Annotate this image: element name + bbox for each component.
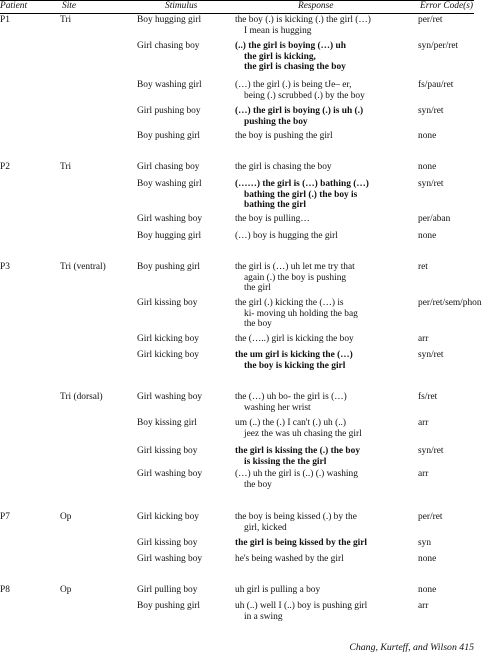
response-line: the boy is kicking the girl	[244, 360, 346, 371]
header-stimulus: Stimulus	[165, 1, 198, 11]
cell-response	[235, 585, 413, 596]
cell-response	[235, 231, 413, 242]
cell-response	[235, 418, 413, 439]
cell-stimulus: Boy pushing girl	[137, 131, 201, 141]
cell-error-codes: syn/ret	[418, 446, 444, 456]
response-line: the girl is kicking,	[244, 51, 316, 62]
response-line: the girl is chasing the boy	[235, 162, 332, 172]
response-line: bathing the girl (.) the boy is	[244, 189, 358, 200]
cell-site: Op	[60, 512, 72, 522]
cell-error-codes: syn/ret	[418, 350, 444, 360]
response-line: he's being washed by the girl	[235, 554, 344, 564]
response-line: the boy	[244, 479, 272, 490]
cell-site: Tri (ventral)	[60, 262, 106, 272]
cell-response	[235, 334, 413, 345]
cell-response	[235, 446, 413, 467]
response-line: again (.) the boy is pushing	[244, 272, 347, 283]
cell-error-codes: arr	[418, 418, 429, 428]
response-line: um (..) the (.) I can't (.) uh (..)	[235, 418, 347, 428]
response-line: I mean is hugging	[244, 25, 312, 36]
response-line: being (.) scrubbed (.) by the boy	[244, 90, 365, 101]
cell-response	[235, 469, 413, 490]
cell-stimulus: Girl pulling boy	[137, 585, 198, 595]
response-line: the girl (.) kicking the (…) is	[235, 298, 344, 308]
response-line: the boy is pulling…	[235, 214, 310, 224]
cell-response	[235, 179, 413, 211]
response-line: ki- moving uh holding the bag	[244, 308, 358, 319]
response-line: (…) the girl is boying (.) is uh (.)	[235, 106, 364, 116]
cell-stimulus: Boy washing girl	[137, 80, 202, 90]
cell-stimulus: Boy pushing girl	[137, 262, 201, 272]
response-line: (……) the girl is (…) bathing (…)	[235, 179, 369, 189]
cell-stimulus: Girl kissing boy	[137, 446, 198, 456]
response-line: the boy is pushing the girl	[235, 131, 333, 141]
cell-stimulus: Girl kicking boy	[137, 512, 199, 522]
cell-response	[235, 262, 413, 294]
cell-error-codes: fs/pau/ret	[418, 80, 454, 90]
response-line: the boy	[244, 319, 272, 329]
cell-error-codes: syn	[418, 538, 432, 548]
response-line: the girl is chasing the boy	[244, 62, 346, 72]
cell-error-codes: arr	[418, 334, 429, 344]
cell-stimulus: Boy hugging girl	[137, 231, 202, 241]
cell-stimulus: Boy washing girl	[137, 179, 202, 189]
cell-stimulus: Girl chasing boy	[137, 41, 200, 51]
cell-error-codes: per/ret	[418, 15, 443, 25]
response-line: the um girl is kicking the (…)	[235, 350, 353, 360]
cell-response	[235, 512, 413, 533]
response-line: the girl is being kissed by the girl	[235, 538, 368, 548]
cell-stimulus: Girl washing boy	[137, 554, 203, 564]
cell-response	[235, 15, 413, 36]
cell-error-codes: arr	[418, 601, 429, 611]
cell-error-codes: none	[418, 162, 437, 172]
cell-error-codes: syn/ret	[418, 106, 444, 116]
response-line: girl, kicked	[244, 522, 287, 533]
response-line: the boy is being kissed (.) by the	[235, 512, 357, 522]
response-line: bathing the girl	[244, 200, 306, 210]
cell-stimulus: Boy kissing girl	[137, 418, 197, 428]
header-error-codes: Error Code(s)	[420, 1, 474, 11]
cell-stimulus: Girl washing boy	[137, 392, 203, 402]
cell-response	[235, 131, 413, 142]
cell-stimulus: Girl kissing boy	[137, 298, 198, 308]
response-line: (…) uh the girl is (..) (.) washing	[235, 469, 358, 479]
cell-site: Tri	[60, 15, 72, 25]
response-line: the girl is (…) uh let me try that	[235, 262, 355, 272]
response-line: the girl	[244, 283, 271, 293]
cell-error-codes: none	[418, 554, 437, 564]
cell-response	[235, 298, 413, 330]
response-line: the boy (.) is kicking (.) the girl (…)	[235, 15, 371, 25]
response-line: uh girl is pulling a boy	[235, 585, 321, 595]
response-line: the girl is kissing the (.) the boy	[235, 446, 361, 456]
cell-error-codes: per/ret	[418, 512, 443, 522]
response-line: washing her wrist	[244, 402, 311, 413]
cell-stimulus: Girl kicking boy	[137, 334, 199, 344]
cell-response	[235, 106, 413, 127]
response-line: is kissing the the girl	[244, 456, 327, 467]
header-patient: Patient	[0, 1, 28, 11]
cell-response	[235, 162, 413, 173]
header-site: Site	[62, 1, 77, 11]
response-line: the (…..) girl is kicking the boy	[235, 334, 354, 344]
response-line: in a swing	[244, 611, 283, 622]
response-line: (…) the girl (.) is being tJe– er,	[235, 80, 352, 90]
cell-stimulus: Girl washing boy	[137, 469, 203, 479]
cell-response	[235, 214, 413, 225]
table-header-rule	[0, 13, 474, 14]
cell-stimulus: Boy pushing girl	[137, 601, 201, 611]
cell-stimulus: Girl pushing boy	[137, 106, 201, 116]
cell-site: Tri	[60, 162, 72, 172]
cell-patient: P3	[0, 262, 10, 272]
cell-error-codes: syn/ret	[418, 179, 444, 189]
cell-error-codes: ret	[418, 262, 428, 272]
response-line: the (…) uh bo- the girl is (…)	[235, 392, 347, 402]
cell-error-codes: per/ret/sem/phon	[418, 298, 482, 308]
cell-response	[235, 554, 413, 565]
cell-response	[235, 350, 413, 371]
response-line: (…) boy is hugging the girl	[235, 231, 338, 241]
response-line: uh (..) well I (..) boy is pushing girl	[235, 601, 368, 611]
cell-response	[235, 41, 413, 73]
cell-stimulus: Girl kicking boy	[137, 350, 199, 360]
cell-error-codes: per/aban	[418, 214, 451, 224]
response-line: jeez the was uh chasing the girl	[244, 428, 362, 439]
cell-response	[235, 538, 413, 549]
cell-error-codes: syn/per/ret	[418, 41, 459, 51]
cell-patient: P2	[0, 162, 10, 172]
cell-stimulus: Girl chasing boy	[137, 162, 200, 172]
response-line: pushing the boy	[244, 116, 308, 127]
cell-stimulus: Girl kissing boy	[137, 538, 198, 548]
cell-patient: P7	[0, 512, 10, 522]
header-response: Response	[298, 1, 334, 11]
cell-site: Op	[60, 585, 72, 595]
cell-response	[235, 601, 413, 622]
cell-error-codes: none	[418, 231, 437, 241]
response-line: (..) the girl is boying (…) uh	[235, 41, 346, 51]
cell-error-codes: fs/ret	[418, 392, 438, 402]
cell-patient: P1	[0, 15, 10, 25]
cell-response	[235, 392, 413, 413]
cell-site: Tri (dorsal)	[60, 392, 103, 402]
page-footer: Chang, Kurteff, and Wilson 415	[349, 642, 474, 653]
cell-stimulus: Girl washing boy	[137, 214, 203, 224]
cell-error-codes: none	[418, 585, 437, 595]
cell-response	[235, 80, 413, 101]
cell-patient: P8	[0, 585, 10, 595]
cell-error-codes: arr	[418, 469, 429, 479]
cell-stimulus: Boy hugging girl	[137, 15, 202, 25]
cell-error-codes: none	[418, 131, 437, 141]
